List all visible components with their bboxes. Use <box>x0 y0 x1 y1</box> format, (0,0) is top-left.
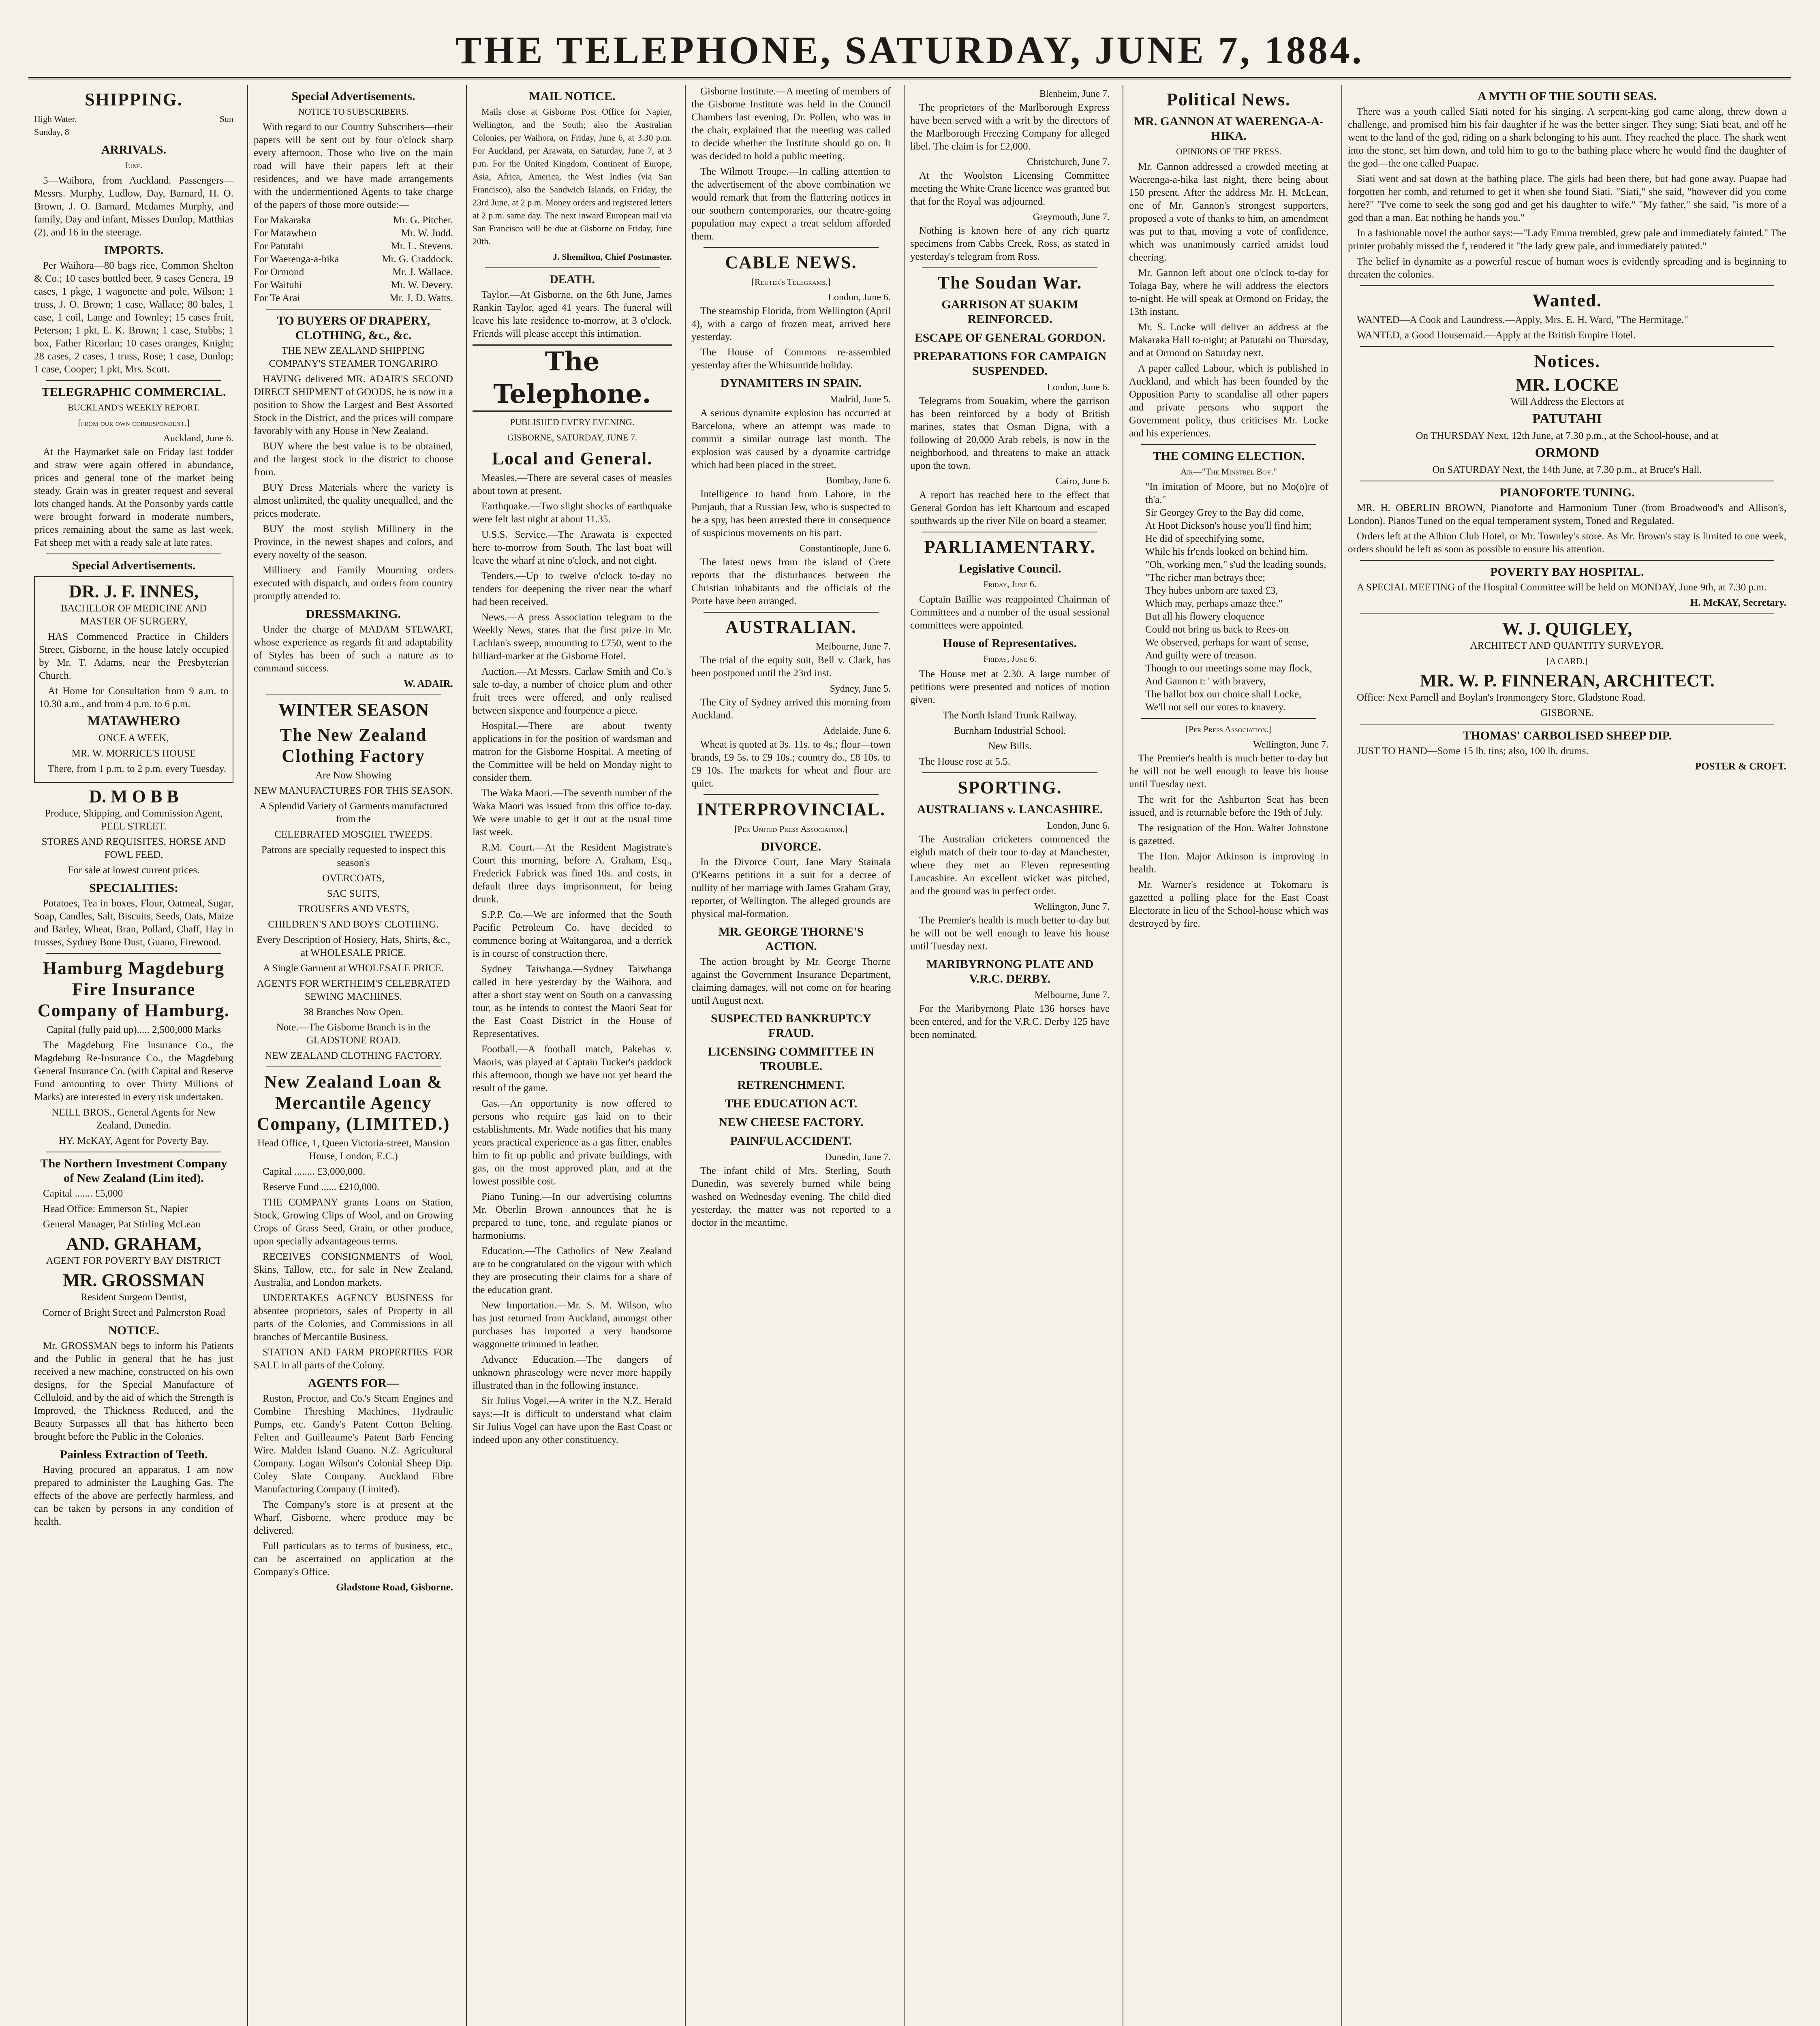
premier-health: The Premier's health is much better to-day but he will not be well enough to leave his house until Tuesday next. <box>1129 753 1328 790</box>
myth-heading: A MYTH OF THE SOUTH SEAS. <box>1478 90 1657 103</box>
poem-line: "The richer man betrays thee; <box>1145 572 1266 583</box>
garrison-heading: GARRISON AT SUAKIM REINFORCED. <box>941 298 1078 326</box>
sheepdip-text: JUST TO HAND—Some 15 lb. tins; also, 100 lb. drums. <box>1357 746 1589 757</box>
poem-line: And guilty were of treason. <box>1145 650 1257 661</box>
wertheim: AGENTS FOR WERTHEIM'S CELEBRATED SEWING MACHINES. <box>257 978 450 1002</box>
education-heading: THE EDUCATION ACT. <box>725 1097 858 1110</box>
subscribers-heading: NOTICE TO SUBSCRIBERS. <box>298 107 409 117</box>
grossman-address: Corner of Bright Street and Palmerston Road <box>42 1307 225 1318</box>
political-heading: Political News. <box>1166 90 1291 109</box>
hamburg-text: The Magdeburg Fire Insurance Co., the Magdeburg Re-Insurance Co., the Magdeburg General Insurance Co. (with Capital and Reserve Fund amounting to over Thirty Millions of Marks) are interested in every risk undertaken. <box>34 1040 233 1103</box>
wanted-heading: Wanted. <box>1532 291 1602 310</box>
poem-line: At Hoot Dickson's house you'll find him; <box>1145 520 1312 531</box>
northern-office: Head Office: Emmerson St., Napier <box>43 1203 188 1214</box>
poem-line: He did of speechifying some, <box>1145 533 1264 544</box>
agents-for-text: Ruston, Proctor, and Co.'s Steam Engines and Combine Threshing Machines, Hydraulic Pumps, etc. Gandy's Patent Cotton Belting. Felten and Guilleaume's Patent Barb Fencing Wire. Malden Island Guano. N.Z. Agricultural Company. Logan Wilson's Colonial Sheep Dip. Coley Slate Company. Auckland Fibre Manufacturing Company (Limited). <box>254 1393 453 1495</box>
mail-text: Mails close at Gisborne Post Office for Napier, Wellington, and the South; also the Australian Colonies, per Waihora, on Friday, June 6, at 3.30 p.m. For Auckland, per Arawata, on Saturday, June 7, at 3 p.m. For the United Kingdom, Continent of Europe, Asia, Africa, America, the West Indies (via San Francisco), also the Sandwich Islands, on Friday, the 23rd June, at 2 p.m. Money orders and registered letters at 2 p.m. same day. The next inward European mail via San Francisco will be due at Gisborne on Friday, June 20th. <box>473 107 672 246</box>
doctor-once: ONCE A WEEK, <box>98 733 169 744</box>
page-columns <box>28 85 1791 2026</box>
steamer-text: HAVING delivered MR. ADAIR'S SECOND DIRECT SHIPMENT of GOODS, he is now in a position to Show the Largest and Best Assorted Stock in the District, and the prices will compare favorably with any House in New Zealand. <box>254 374 453 436</box>
local-item: Measles.—There are several cases of measles about town at present. <box>473 472 672 496</box>
manufactures: NEW MANUFACTURES FOR THIS SEASON. <box>254 785 453 796</box>
doctor-title: BACHELOR OF MEDICINE AND MASTER OF SURGERY, <box>60 603 207 627</box>
postmaster: J. Shemilton, Chief Postmaster. <box>553 252 672 262</box>
locke-address: Will Address the Electors at <box>1510 396 1624 407</box>
notice-heading: NOTICE. <box>108 1324 159 1337</box>
northern-capital: Capital ....... £5,000 <box>43 1188 123 1199</box>
dome-sub: Produce, Shipping, and Commission Agent, PEEL STREET. <box>45 808 223 832</box>
accident-heading: PAINFUL ACCIDENT. <box>730 1134 852 1148</box>
christchurch-text: At the Woolston Licensing Committee meeting the White Crane licence was granted but that for the Royal was adjourned. <box>910 170 1110 207</box>
published-line: PUBLISHED EVERY EVENING. <box>510 417 635 427</box>
johnstone-resignation: The resignation of the Hon. Walter Johnstone is gazetted. <box>1129 823 1328 846</box>
local-item: R.M. Court.—At the Resident Magistrate's Court this morning, before A. Graham, Esq., Frederick Fabrick was fined 10s. and costs, in default three days imprisonment, for being drunk. <box>473 842 672 905</box>
patutahi-date: On THURSDAY Next, 12th June, at 7.30 p.m., at the School-house, and at <box>1416 430 1719 441</box>
wool-text: At the Haymarket sale on Friday last fodder and straw were again offered in abundance, prices and general tone of the market being steady. Grain was in greater request and several lots changed hands. At the Ponsonby yards cattle were brought forward in moderate numbers, prices remaining about the same as last week. Fat sheep met with a ready sale at late rates. <box>34 447 233 548</box>
cairo-dateline: Cairo, June 6. <box>1055 476 1110 487</box>
column-2 <box>247 85 459 2026</box>
high-water-label: High Water. <box>34 114 77 124</box>
finneran-office: Office: Next Parnell and Boylan's Ironmongery Store, Gladstone Road. <box>1357 692 1646 703</box>
loan-consign: RECEIVES CONSIGNMENTS of Wool, Skins, Tallow, etc., for sale in New Zealand, Australia, and London markets. <box>254 1251 453 1288</box>
buy-2: BUY Dress Materials where the variety is almost unlimited, the quality unequalled, and the prices moderate. <box>254 482 453 519</box>
hamburg-agent: NEILL BROS., General Agents for New Zealand, Dunedin. <box>51 1107 216 1131</box>
overcoats: OVERCOATS, <box>322 873 385 884</box>
buy-1: BUY where the best value is to be obtained, and the largest stock in the district to choose from. <box>254 441 453 478</box>
drapery-heading: TO BUYERS OF DRAPERY, CLOTHING, &c., &c. <box>277 314 430 342</box>
dynamite-text: The belief in dynamite as a powerful rescue of human woes is evidently spreading and is beginning to threaten the colonies. <box>1348 256 1786 280</box>
wilmot-troupe: The Wilmott Troupe.—In calling attention to the advertisement of the above combination we would remark that from the flattering notices in our southern contemporaries, our theatre-going population may expect a treat seldom afforded them. <box>691 166 891 242</box>
thorne-heading: MR. GEORGE THORNE'S ACTION. <box>718 925 864 953</box>
local-item: The Waka Maori.—The seventh number of the Waka Maori was issued from this office to-day. We were unable to get it out at the usual time last week. <box>473 788 672 838</box>
local-item: Sir Julius Vogel.—A writer in the N.Z. Herald says:—It is difficult to understand what claim Sir Julius Vogel can have upon the East Coast or indeed upon any other constituency. <box>473 1396 672 1445</box>
wool-dateline: Auckland, June 6. <box>163 433 233 444</box>
steamer-heading: THE NEW ZEALAND SHIPPING COMPANY'S STEAMER TONGARIRO <box>269 345 438 369</box>
opinions-heading: OPINIONS OF THE PRESS. <box>1176 146 1281 156</box>
grossman-sub: Resident Surgeon Dentist, <box>81 1292 187 1303</box>
agent-row: For Waituhi Mr. W. Devery. <box>254 280 453 291</box>
christchurch-dateline: Christchurch, June 7. <box>1027 157 1110 167</box>
greymouth-text: Nothing is known here of any rich quartz specimens from Cabbs Creek, Ross, as stated in yesterday's telegram from Ross. <box>910 225 1110 262</box>
gannon-text: Mr. Gannon addressed a crowded meeting at Waerenga-a-hika last night, there being about 150 present. After the address Mr. H. McLean, one of Mr. Gannon's strongest supporters, proposed a vote of thanks to him, an amendment was put to that, moving a vote of confidence, which was unanimously carried amidst loud cheering. <box>1129 161 1328 263</box>
gannon-heading: MR. GANNON AT WAERENGA-A-HIKA. <box>1133 115 1324 143</box>
poem-line: And Gannon t: ' with bravery, <box>1145 676 1266 687</box>
childrens: CHILDREN'S AND BOYS' CLOTHING. <box>268 919 439 930</box>
local-item: New Importation.—Mr. S. M. Wilson, who has just returned from Auckland, amongst other purchases has imported a very handsome waggonette trimmed in leather. <box>473 1300 672 1350</box>
poem-line: Could not bring us back to Rees-on <box>1145 624 1289 635</box>
sunday-row: Sunday, 8 <box>34 127 69 137</box>
australian-dateline: Sydney, June 5. <box>830 684 891 694</box>
divorce-text: In the Divorce Court, Jane Mary Stainala O'Kearns petitions in a suit for a decree of nullity of her marriage with James Graham Gray, reporter, of Wellington. The alleged grounds are physical mal-formation. <box>691 857 891 919</box>
local-item: Football.—A football match, Pakehas v. Maoris, was played at Captain Tucker's paddock this afternoon, though we have not yet heard the result of the game. <box>473 1044 672 1094</box>
dressmaking-heading: DRESSMAKING. <box>306 607 401 621</box>
trunk-railway: The North Island Trunk Railway. <box>943 710 1077 721</box>
loan-text: THE COMPANY grants Loans on Station, Stock, Growing Clips of Wool, and on Growing Crops of Grass Seed, Grain, or other produce, upon specially advantageous terms. <box>254 1197 453 1247</box>
thorne-text: The action brought by Mr. George Thorne against the Government Insurance Department, claiming damages, will not come on for hearing until August next. <box>691 956 891 1006</box>
local-item: Tenders.—Up to twelve o'clock to-day no tenders for deepening the river near the wharf had been received. <box>473 571 672 607</box>
ormond-date: On SATURDAY Next, the 14th June, at 7.30 p.m., at Bruce's Hall. <box>1432 464 1702 475</box>
shipping-heading: SHIPPING. <box>85 90 183 109</box>
gladstone-road: Gladstone Road, Gisborne. <box>336 1582 453 1593</box>
gisborne-institute: Gisborne Institute.—A meeting of members of the Gisborne Institute was held in the Council Chambers last evening, Dr. Pollen, who was in the chair, explained that the meeting was called to decide whether the Institute should go on. It was decided to hold a public meeting. <box>691 86 891 162</box>
wellington-text: The Premier's health is much better to-day but he will not be well enough to leave his house until Tuesday next. <box>910 915 1110 952</box>
maribyrnong-text: For the Maribyrnong Plate 136 horses have been entered, and for the V.R.C. Derby 125 have been nominated. <box>910 1003 1110 1040</box>
sporting-dateline: London, June 6. <box>1047 821 1110 831</box>
gisborne-branch: Note.—The Gisborne Branch is in the GLADSTONE ROAD. <box>276 1022 431 1046</box>
poem-line: "In imitation of Moore, but no Mo(o)re of th'a." <box>1145 481 1328 505</box>
suspected-heading: SUSPECTED BANKRUPTCY FRAUD. <box>711 1012 871 1040</box>
local-heading: Local and General. <box>492 449 653 468</box>
doctor-times: There, from 1 p.m. to 2 p.m. every Tuesday. <box>48 763 226 774</box>
licensing-heading: LICENSING COMMITTEE IN TROUBLE. <box>708 1045 875 1073</box>
imports-heading: IMPORTS. <box>104 244 164 257</box>
cable-dateline: Bombay, June 6. <box>826 475 891 486</box>
arrivals-text: 5—Waihora, from Auckland. Passengers—Messrs. Murphy, Ludlow, Day, Barnard, H. O. Brown, J. O. Barnard, Mcdames Murphy, and family, Day and infant, Misses Dunlop, Matthias (2), and 16 in the steerage. <box>34 175 233 238</box>
retrenchment-heading: RETRENCHMENT. <box>737 1078 845 1092</box>
special-ads-heading: Special Advertisements. <box>72 559 196 572</box>
blenheim-text: The proprietors of the Marlborough Express have been served with a writ by the directors of the Marlborough Freezing Company for alleged libel. The claim is for £2,000. <box>910 102 1110 152</box>
local-item: Auction.—At Messrs. Carlaw Smith and Co.'s sale to-day, a number of choice plum and other fruit trees were offered, and only realised between sixpence and fourpence a piece. <box>473 666 672 716</box>
column-6 <box>1123 85 1334 2026</box>
poem-line: We observed, perhaps for want of sense, <box>1145 637 1309 648</box>
local-item: Hospital.—There are about twenty applications in for the position of wardsman and matron for the Gisborne Hospital. A meeting of the Committee will be held on Monday night to consider them. <box>473 720 672 783</box>
poem-line: But all his flowery eloquence <box>1145 611 1265 622</box>
agent-row: For Ormond Mr. J. Wallace. <box>254 267 453 278</box>
arrivals-heading: ARRIVALS. <box>101 143 167 156</box>
cairo-text: A report has reached here to the effect that General Gordon has left Khartoum and escaped southwards up the river Nile on board a steamer. <box>910 489 1110 526</box>
cable-item: The House of Commons re-assembled yesterday after the Whitsuntide holiday. <box>691 347 891 371</box>
escape-heading: ESCAPE OF GENERAL GORDON. <box>914 331 1106 344</box>
imports-text: Per Waihora—80 bags rice, Common Shelton & Co.; 10 cases bottled beer, 9 cases Genera, 19 cases, 1 pkge, 1 wagonette and pole, Wilson; 1 truss, J. O. Brown; 1 case, Wallace; 80 bales, 1 case, 1 coil, Lange and Townley; 15 cases fruit, Peterson; 1 pkt, E. K. Brown; 1 case, Stubbs; 1 box, Father Ricorlan; 10 cases oranges, Knight; 28 cases, 2 cases, 1 truss, Rose; 1 case, Dunlop; 1 case, Cooper; 1 pkt, Mrs. Scott. <box>34 260 233 375</box>
winter-season: WINTER SEASON <box>278 700 429 720</box>
wanted-housemaid: WANTED, a Good Housemaid.—Apply at the British Empire Hotel. <box>1357 330 1636 341</box>
doctor-text: HAS Commenced Practice in Childers Street, Gisborne, in the house lately occupied by Mr. T. Adams, near the Presbyterian Church. <box>39 631 229 681</box>
cable-dateline: Madrid, June 5. <box>830 394 891 405</box>
myth-text: There was a youth called Siati noted for his singing. A serpent-king god came along, threw down a challenge, and promised him his fair daughter if he was the better singer. They sung; Siati beat, and off he went to the land of the god, riding on a shark belonging to his aunt. They reached the place. The shark went into the stone, set him down, and told him to go to the bathing place where he would find the daughter of the god—the one called Puapae. <box>1348 106 1786 169</box>
clothing-factory-heading: The New Zealand Clothing Factory <box>280 725 427 766</box>
locke-name: MR. LOCKE <box>1515 375 1619 395</box>
local-item: U.S.S. Service.—The Arawata is expected here to-morrow from South. The last boat will leave the wharf at nine o'clock, and not eight. <box>473 529 672 566</box>
arrivals-month: June. <box>124 160 143 170</box>
fashionable-text: In a fashionable novel the author says:—"Lady Emma trembled, grew pale and immediately fainted." The printer probably missed the f, rendered it "the lady grew pale, and immediately painted." <box>1348 228 1786 252</box>
agent-row: For Matawhero Mr. W. Judd. <box>254 228 453 239</box>
hosiery: Every Description of Hosiery, Hats, Shirts, &c., at WHOLESALE PRICE. <box>256 934 451 958</box>
stores-heading: STORES AND REQUISITES, HORSE AND FOWL FEED, <box>41 836 226 860</box>
preparations-heading: PREPARATIONS FOR CAMPAIGN SUSPENDED. <box>913 350 1107 378</box>
mail-heading: MAIL NOTICE. <box>529 90 616 103</box>
burnham-school: Burnham Industrial School. <box>954 725 1066 736</box>
local-item: S.P.P. Co.—We are informed that the South Pacific Petroleum Co. have decided to commence boring at Waitangaroa, and a derrick is in course of construction there. <box>473 909 672 959</box>
myth-text-2: Siati went and sat down at the bathing place. The girls had been there, but had gone away. Puapae had forgotten her comb, and returned to get it when she found Siati. "Siati," she said, "however did you come here?" "I've come to seek the song god and get his daughter to wife." "My father," she said, "is more of a god than a man. Eat nothing he hands you." <box>1348 173 1786 223</box>
undertakes: UNDERTAKES AGENCY BUSINESS for absentee proprietors, sales of Property in all parts of the Colonies, and Commissions in all branches of Mercantile Business. <box>254 1293 453 1342</box>
column-3 <box>466 85 678 2026</box>
minstrel-air: Air—"The Minstrel Boy." <box>1180 466 1277 477</box>
subscribers-text: With regard to our Country Subscribers—their papers will be sent out by four o'clock sharp every afternoon. Those who live on the main road will have their papers left at their residences, and we have made arrangements with the undermentioned Agents to take charge of the papers of those more outside:— <box>254 122 453 210</box>
sporting-heading: SPORTING. <box>958 778 1062 797</box>
cable-item: The latest news from the island of Crete reports that the disturbances between the Christian inhabitants and the officials of the Porte have been arranged. <box>691 557 891 607</box>
graham-name: AND. GRAHAM, <box>66 1234 201 1254</box>
poster-croft: POSTER & CROFT. <box>1695 761 1786 772</box>
australian-heading: AUSTRALIAN. <box>725 617 857 637</box>
wanted-cook: WANTED—A Cook and Laundress.—Apply, Mrs. E. H. Ward, "The Hermitage." <box>1357 314 1688 325</box>
specialities-text: Potatoes, Tea in boxes, Flour, Oatmeal, Sugar, Soap, Candles, Salt, Biscuits, Seeds, Oats, Maize and Barley, Wheat, Bran, Pollard, Chaff, Hay in trusses, Sydney Bone Dust, Guano, Firewood. <box>34 898 233 948</box>
hospital-signature: H. McKAY, Secretary. <box>1690 597 1786 608</box>
stores-sub: For sale at lowest current prices. <box>68 865 200 876</box>
mosgiel: CELEBRATED MOSGIEL TWEEDS. <box>274 829 432 840</box>
poem-line: The ballot box our choice shall Locke, <box>1145 689 1302 700</box>
cable-dateline: Constantinople, June 6. <box>799 543 891 554</box>
hamburg-heading: Hamburg Magdeburg Fire Insurance Company of Hamburg. <box>37 958 230 1020</box>
telephone-logo: The Telephone. <box>473 344 672 412</box>
special-ads-heading-2: Special Advertisements. <box>291 90 415 103</box>
finneran-name: MR. W. P. FINNERAN, ARCHITECT. <box>1420 671 1715 690</box>
quigley-name: W. J. QUIGLEY, <box>1502 619 1632 639</box>
hospital-text: A SPECIAL MEETING of the Hospital Committee will be held on MONDAY, June 9th, at 7.30 p.m. <box>1357 582 1767 593</box>
single-garment: A Single Garment at WHOLESALE PRICE. <box>263 963 444 974</box>
nz-clothing: NEW ZEALAND CLOTHING FACTORY. <box>265 1050 442 1061</box>
australian-item: The trial of the equity suit, Bell v. Clark, has been postponed until the 23rd inst. <box>691 655 891 679</box>
death-heading: DEATH. <box>550 273 595 286</box>
blenheim-dateline: Blenheim, June 7. <box>1039 89 1110 99</box>
agent-row: For Waerenga-a-hika Mr. G. Craddock. <box>254 254 453 265</box>
adair-signature: W. ADAIR. <box>403 678 453 689</box>
painless-heading: Painless Extraction of Teeth. <box>60 1448 208 1461</box>
cable-item: Intelligence to hand from Lahore, in the Punjaub, that a Russian Jew, who is suspected to be a spy, has been arrested there in consequence of suspicious movements on his part. <box>691 489 891 539</box>
poem <box>1129 481 1328 714</box>
doctor-morrice: MR. W. MORRICE'S HOUSE <box>71 748 196 759</box>
column-1 <box>28 85 239 2026</box>
wool-report-heading: BUCKLAND'S WEEKLY REPORT. <box>68 402 200 412</box>
death-text: Taylor.—At Gisborne, on the 6th June, James Rankin Taylor, aged 41 years. The funeral will leave his late residence to-morrow, at 3 o'clock. Friends will please accept this intimation. <box>473 289 672 339</box>
poem-line: Though to our meetings some may flock, <box>1145 663 1312 674</box>
ormond: ORMOND <box>1535 445 1600 460</box>
trousers: TROUSERS AND VESTS, <box>297 904 409 915</box>
ashburton-writ: The writ for the Ashburton Seat has been issued, and is returnable before the 19th of July. <box>1129 794 1328 818</box>
coming-election-heading: THE COMING ELECTION. <box>1153 449 1305 463</box>
correspondent-note: [from our own correspondent.] <box>78 418 190 428</box>
cheese-heading: NEW CHEESE FACTORY. <box>719 1116 864 1129</box>
reps-text: The House met at 2.30. A large number of petitions were presented and notices of motion given. <box>910 669 1110 705</box>
cable-item: The steamship Florida, from Wellington (April 4), with a cargo of frozen meat, arrived here yesterday. <box>691 306 891 342</box>
agent-row: For Makaraka Mr. G. Pitcher. <box>254 215 453 226</box>
legislative-heading: Legislative Council. <box>958 562 1061 575</box>
hospital-heading: POVERTY BAY HOSPITAL. <box>1490 565 1644 579</box>
quigley-sub: ARCHITECT AND QUANTITY SURVEYOR. <box>1470 640 1664 651</box>
soudan-text: Telegrams from Souakim, where the garrison has been reinforced by a body of British marines, states that Osman Digna, with a following of 20,000 Arab rebels, is now in the neighborhood, and threatens to make an attack upon the town. <box>910 395 1110 471</box>
loan-reserve: Reserve Fund ...... £210,000. <box>263 1182 380 1193</box>
local-item: Gas.—An opportunity is now offered to persons who require gas laid on to their establishments. Mr. Wade notifies that his many years practical experience as a gas fitter, enables him to fit up public and private buildings, with gas, on the most approved plan, and at the lowest possible cost. <box>473 1098 672 1187</box>
company-store: The Company's store is at present at the Wharf, Gisborne, where produce may be delivered. <box>254 1499 453 1536</box>
local-item: Earthquake.—Two slight shocks of earthquake were felt last night at about 11.35. <box>473 501 672 525</box>
patrons: Patrons are specially requested to inspect this season's <box>261 844 446 868</box>
wellington-dateline: Wellington, June 7. <box>1034 902 1110 912</box>
soudan-dateline: London, June 6. <box>1047 382 1110 393</box>
buy-3: BUY the most stylish Millinery in the Province, in the newest shapes and colors, and every novelty of the season. <box>254 524 453 560</box>
australian-item: Wheat is quoted at 3s. 11s. to 4s.; flour—town brands, £9 5s. to £9 10s.; country do., £8 10s. to £9 10s. The markets for wheat and flour are quiet. <box>691 739 891 789</box>
loan-office: Head Office, 1, Queen Victoria-street, Mansion House, London, E.C.) <box>257 1138 449 1162</box>
northern-heading: The Northern Investment Company of New Zealand (Lim ited). <box>40 1157 227 1185</box>
accident-text: The infant child of Mrs. Sterling, South Dunedin, was severely burned while being washed on Wednesday evening. The child died yesterday, the matter was not reported to a doctor in the meantime. <box>691 1165 891 1228</box>
agents-list <box>254 214 453 305</box>
australian-dateline: Melbourne, June 7. <box>815 641 891 652</box>
gisborne-label: GISBORNE. <box>1540 707 1594 718</box>
press-assoc-note: [Per United Press Association.] <box>734 824 848 834</box>
labour-text: A paper called Labour, which is published in Auckland, and which has been founded by the Opposition Party to scandalise all other papers and private persons who support the Government policy, thus criticises Mr. Locke and his experiences. <box>1129 363 1328 439</box>
notices-heading: Notices. <box>1534 351 1600 371</box>
station: STATION AND FARM PROPERTIES FOR SALE in all parts of the Colony. <box>254 1347 453 1371</box>
column-7 <box>1341 85 1792 2026</box>
piano-text: MR. H. OBERLIN BROWN, Pianoforte and Harmonium Tuner (from Broadwood's and Allison's, London). Pianos Tuned on the equal temperament system, Toned and Regulated. <box>1348 502 1786 526</box>
poem-line: We'll not sell our votes to knavery. <box>1145 702 1285 713</box>
interprovincial-heading: INTERPROVINCIAL. <box>697 799 885 819</box>
dome-name: D. M O B B <box>89 786 179 806</box>
now-showing: Are Now Showing <box>315 770 391 781</box>
divorce-heading: DIVORCE. <box>761 840 821 853</box>
splendid: A Splendid Variety of Garments manufactured from the <box>259 801 447 825</box>
doctor-matawhero: MATAWHERO <box>87 714 180 729</box>
sheepdip-heading: THOMAS' CARBOLISED SHEEP DIP. <box>1463 729 1672 742</box>
australian-item: The City of Sydney arrived this morning from Auckland. <box>691 697 891 721</box>
reps-heading: House of Representatives. <box>943 637 1077 650</box>
column-5 <box>904 85 1115 2026</box>
local-item: Education.—The Catholics of New Zealand are to be congratulated on the vigour with which they are prosecuting their claims for a share of the education grant. <box>473 1246 672 1295</box>
house-rose: The House rose at 5.5. <box>919 756 1010 767</box>
notice-text: Mr. GROSSMAN begs to inform his Patients and the Public in general that he has just received a new machine, constructed on his own designs, for the Special Manufacture of Celluloid, and by the aid of which the Strength is Improved, the Thickness Reduced, and the Beauty Surpasses all that has hitherto been brought before the Public in the Colonies. <box>34 1340 233 1442</box>
full-particulars: Full particulars as to terms of business, etc., can be ascertained on application at the Company's Office. <box>254 1541 453 1577</box>
northern-manager: General Manager, Pat Stirling McLean <box>43 1219 201 1230</box>
piano-orders: Orders left at the Albion Club Hotel, or Mr. Townley's store. As Mr. Brown's stay is limited to one week, orders should be left as soon as possible to ensure his attention. <box>1348 531 1786 555</box>
branches: 38 Branches Now Open. <box>304 1007 403 1017</box>
patutahi: PATUTAHI <box>1532 411 1602 426</box>
atkinson-health: The Hon. Major Atkinson is improving in health. <box>1129 851 1328 875</box>
soudan-heading: The Soudan War. <box>937 273 1082 293</box>
doctor-hours: At Home for Consultation from 9 a.m. to 10.30 a.m., and from 4 p.m. to 6 p.m. <box>39 686 229 710</box>
sac-suits: SAC SUITS, <box>327 888 380 899</box>
tide-table <box>34 113 233 139</box>
agent-row: For Te Arai Mr. J. D. Watts. <box>254 293 453 303</box>
masthead <box>28 16 1791 79</box>
graham-sub: AGENT FOR POVERTY BAY DISTRICT <box>46 1255 222 1266</box>
legislative-date: Friday, June 6. <box>983 579 1037 589</box>
gannon-text-2: Mr. Gannon left about one o'clock to-day for Tolaga Bay, where he will address the electors to-night. He will speak at Ormond on Friday, the 13th instant. <box>1129 267 1328 317</box>
legislative-text: Captain Baillie was reappointed Chairman of Committees and a number of the usual sessional committees were appointed. <box>910 594 1110 631</box>
accident-dateline: Dunedin, June 7. <box>825 1152 891 1163</box>
issue-date: GISBORNE, SATURDAY, JUNE 7. <box>507 432 637 442</box>
agents-for-heading: AGENTS FOR— <box>308 1376 399 1390</box>
poem-line: They hubes unborn are taxed £3, <box>1145 585 1278 596</box>
reuters-note: [Reuter's Telegrams.] <box>751 277 831 287</box>
millinery-text: Millinery and Family Mourning orders executed with dispatch, and orders from country promptly attended to. <box>254 565 453 602</box>
australians-heading: AUSTRALIANS v. LANCASHIRE. <box>917 803 1103 816</box>
press-assoc-note-2: [Per Press Association.] <box>1185 724 1272 734</box>
grossman-name: MR. GROSSMAN <box>63 1270 205 1290</box>
loan-capital: Capital ........ £3,000,000. <box>263 1166 366 1177</box>
cable-dateline: London, June 6. <box>828 292 891 303</box>
parliamentary-heading: PARLIAMENTARY. <box>924 537 1096 557</box>
telegraphic-heading: TELEGRAPHIC COMMERCIAL. <box>41 385 226 399</box>
poem-line: Which may, perhaps amaze thee." <box>1145 598 1283 609</box>
doctor-name: DR. J. F. INNES, <box>69 581 199 601</box>
poem-line: Sir Georgey Grey to the Bay did come, <box>1145 507 1304 518</box>
loan-heading: New Zealand Loan & Mercantile Agency Company, (LIMITED.) <box>257 1072 450 1134</box>
cable-heading: CABLE NEWS. <box>725 252 857 272</box>
dressmaking-text: Under the charge of MADAM STEWART, whose experience as regards fit and adaptability of Styles has been of such a nature as to command success. <box>254 624 453 674</box>
local-item: Sydney Taiwhanga.—Sydney Taiwhanga called in here yesterday by the Waihora, and after a short stay went on South on a canvassing tour, as he intends to contest the Maori Seat for the East Coast District in the House of Representatives. <box>473 964 672 1039</box>
poem-line: "Oh, working men," s'ud the leading sounds, <box>1145 559 1326 570</box>
hamburg-local: HY. McKAY, Agent for Poverty Bay. <box>58 1135 209 1146</box>
local-item: Piano Tuning.—In our advertising columns Mr. Oberlin Brown announces that he is prepared to tune, tone, and regulate pianos or harmoniums. <box>473 1191 672 1241</box>
local-item: Advance Education.—The dangers of unknown phraseology were never more happily illustrated than in the following instance. <box>473 1354 672 1391</box>
cable-item: A serious dynamite explosion has occurred at Barcelona, where an attempt was made to commit a similar outrage last month. The explosion was caused by a dynamite cartridge which had been placed in the street. <box>691 408 891 470</box>
new-bills: New Bills. <box>988 741 1032 752</box>
poem-line: While his fr'ends looked on behind him. <box>1145 546 1308 557</box>
melbourne-dateline: Melbourne, June 7. <box>1034 990 1110 1000</box>
hamburg-capital: Capital (fully paid up)..... 2,500,000 Marks <box>46 1024 221 1035</box>
wellington-dateline-2: Wellington, June 7. <box>1253 739 1328 750</box>
australian-dateline: Adelaide, June 6. <box>823 726 891 736</box>
doctor-advert <box>34 576 233 783</box>
sun-label: Sun <box>219 114 233 124</box>
agent-row: For Patutahi Mr. L. Stevens. <box>254 241 453 252</box>
warner-residence: Mr. Warner's residence at Tokomaru is gazetted a polling place for the East Coast Electorate in lieu of the School-house which was destroyed by fire. <box>1129 879 1328 929</box>
sporting-text: The Australian cricketers commenced the eighth match of their tour to-day at Manchester, where they met an Eleven representing Lancashire. An excellent wicket was pitched, and the ground was in perfect order. <box>910 834 1110 897</box>
piano-heading: PIANOFORTE TUNING. <box>1499 486 1635 499</box>
greymouth-dateline: Greymouth, June 7. <box>1033 212 1110 222</box>
column-4 <box>685 85 896 2026</box>
card-label: [A CARD.] <box>1546 656 1588 666</box>
painless-text: Having procured an apparatus, I am now prepared to administer the Laughing Gas. The effects of the above are perfectly harmless, and can be taken by persons in any condition of health. <box>34 1464 233 1527</box>
maribyrnong-heading: MARIBYRNONG PLATE AND V.R.C. DERBY. <box>926 957 1094 985</box>
reps-date: Friday, June 6. <box>983 654 1037 664</box>
locke-text: Mr. S. Locke will deliver an address at the Makaraka Hall to-night; at Patutahi on Thursday, and at Ormond on Saturday next. <box>1129 322 1328 359</box>
newspaper-title: THE TELEPHONE, SATURDAY, JUNE 7, 1884. <box>456 28 1364 72</box>
cable-subheading: DYNAMITERS IN SPAIN. <box>720 376 862 390</box>
specialities-heading: SPECIALITIES: <box>89 881 179 895</box>
local-item: News.—A press Association telegram to the Weekly News, states that the first prize in Mr. Lachlan's sweep, amounting to £750, went to the billiard-marker at the Gisborne Hotel. <box>473 612 672 662</box>
